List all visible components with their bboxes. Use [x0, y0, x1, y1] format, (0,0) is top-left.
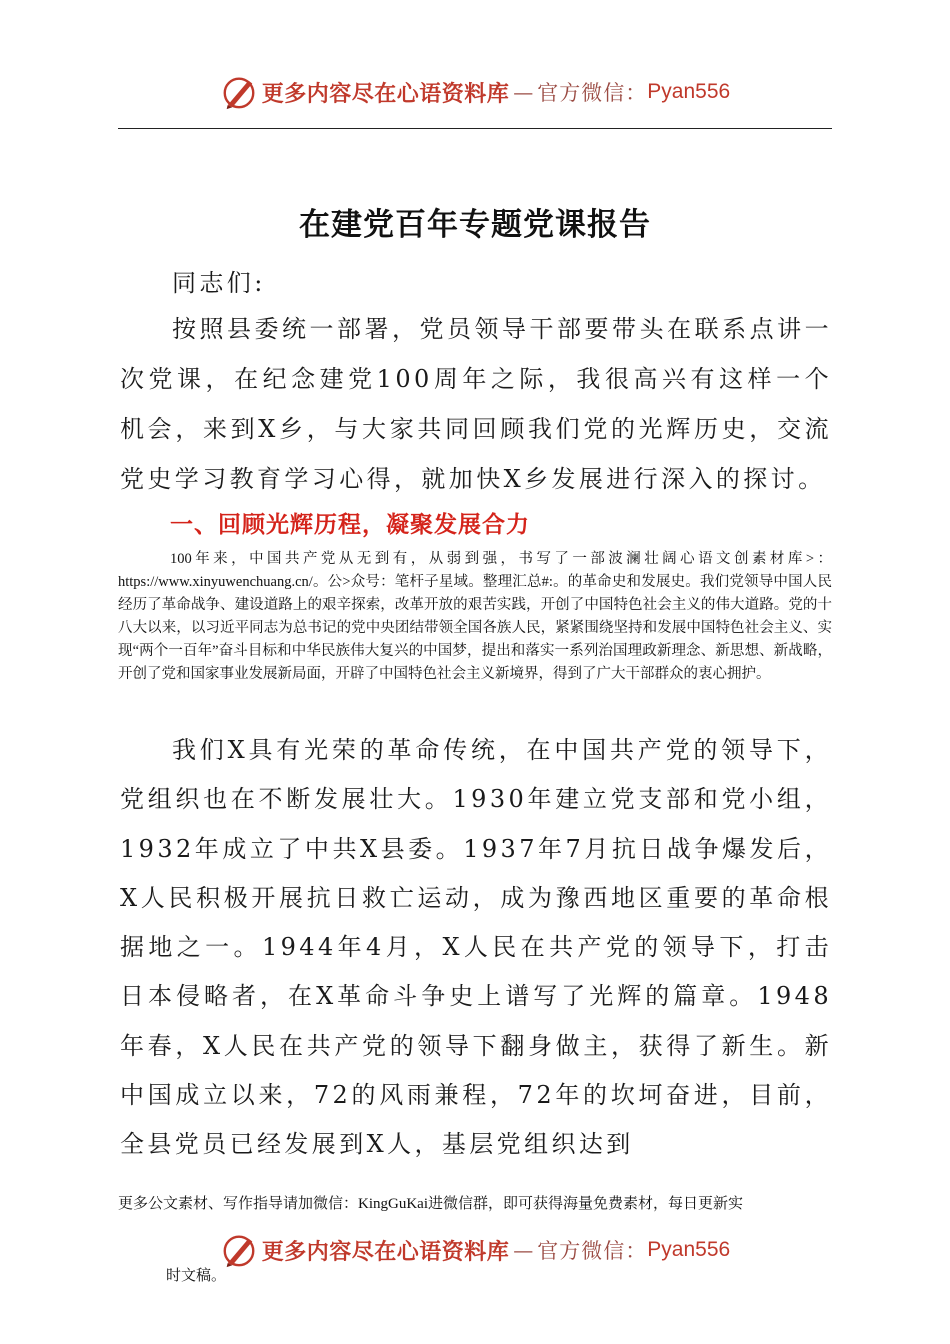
header-banner: [0, 70, 950, 114]
banner-separator: —: [513, 1238, 534, 1262]
footer-promo-text-end: 时文稿。: [166, 1268, 227, 1284]
header-divider: [118, 128, 832, 129]
banner-wechat-id: Pyan556: [647, 80, 731, 103]
section-heading-1: 一、回顾光辉历程，凝聚发展合力: [170, 512, 530, 538]
banner-wechat-label: 官方微信：: [537, 1239, 648, 1263]
banner-brand-text: 更多内容尽在心语资料库: [261, 1238, 510, 1265]
banner-wechat-label: 官方微信：: [537, 81, 648, 105]
pen-logo-icon: [220, 73, 258, 111]
document-title: 在建党百年专题党课报告: [299, 206, 651, 243]
paragraph-intro: 按照县委统一部署，党员领导干部要带头在联系点讲一次党课，在纪念建党100周年之际，我很高兴有这样一个机会，来到X乡，与大家共同回顾我们党的光辉历史，交流党史学习教育学习心得，就加快X乡发展进行深入的探讨。: [120, 315, 832, 493]
paragraph-small-print: 100年来，中国共产党从无到有，从弱到强，书写了一部波澜壮阔心语文创素材库>：https://www.xinyuwenchuang.cn/。公>众号：笔杆子星域。整理汇总#:。的革命史和发展史。我们党领导中国人民经历了革命战争、建设道路上的艰辛探索，改革开放的艰苦实践，开创了中国特色社会主义的伟大道路。党的十八大以来，以习近平同志为总书记的党中央团结带领全国各族人民，紧紧围绕坚持和发展中国特色社会主义、实现“两个一百年”奋斗目标和中华民族伟大复兴的中国梦，提出和落实一系列治国理政新理念、新思想、新战略，开创了党和国家事业发展新局面，开辟了中国特色社会主义新境界，得到了广大干部群众的衷心拥护。: [118, 551, 832, 682]
footer-banner: [0, 1228, 950, 1272]
paragraph-history: 我们X具有光荣的革命传统，在中国共产党的领导下，党组织也在不断发展壮大。1930年建立党支部和党小组，1932年成立了中共X县委。1937年7月抗日战争爆发后，X人民积极开展抗日救亡运动，成为豫西地区重要的革命根据地之一。1944年4月，X人民在共产党的领导下，打击日本侵略者，在X革命斗争史上谱写了光辉的篇章。1948年春，X人民在共产党的领导下翻身做主，获得了新生。新中国成立以来，72的风雨兼程，72年的坎坷奋进，目前，全县党员已经发展到X人，基层党组织达到: [120, 736, 832, 1159]
banner-brand-text: 更多内容尽在心语资料库: [261, 80, 510, 107]
banner-separator: —: [513, 80, 534, 104]
banner-wechat-id: Pyan556: [647, 1238, 731, 1261]
greeting: 同志们:: [172, 269, 266, 297]
footer-promo-text: 更多公文素材、写作指导请加微信：KingGuKai进微信群，即可获得海量免费素材，每日更新实: [118, 1196, 743, 1212]
